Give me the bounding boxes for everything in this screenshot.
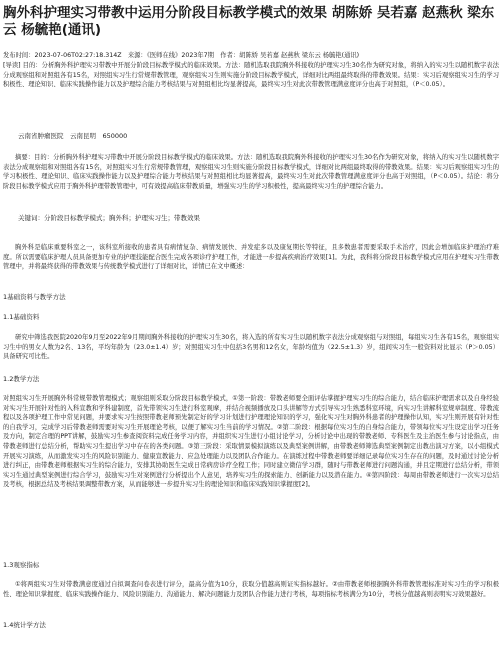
abstract-box-label: [导读] 目的： (3, 62, 42, 69)
intro-paragraph: 胸外科是临床重要科室之一，该科室所接收的患者具有病情复杂、病情发展快、并发症多以及康复期长等特征，且多数患者需要采取手术治疗，因此会增加临床护理治疗难度。所以需要临床护理人员具备更加专业的护理技能配合医生完成各项诊疗护理工作，才能进一步提高疾病治疗效果[1]。为此，我科将分阶段目标教学模式应用在护理实习生带教管理中，并将最终获得的带教效果与传统教学模式进行了详细对比，详情已在文中概述： (3, 244, 499, 271)
section-heading-1-2: 1.2教学方法 (3, 375, 40, 383)
abstract-box-text: 分析胸外科护理实习带教中开展分阶段目标教学模式的临床效果。方法：随机选取我院胸外科接收的护理实习生30名作为研究对象，将纳入的实习生以随机数字表法分成观察组和对照组各有15名，对照组实习生行常规带教管理，观察组实习生则实施分阶段目标教学模式，详细对比两组最终取得的带教效果。结果：实习后观察组实习生的学习积极性、理论知识、临床实践操作能力以及护理综合能力考核结果与对照组相比均显著提高，最终实习生对此次带教管理满意度评分也高于对照组，（P＜0.05）。 (3, 62, 499, 89)
abstract-box (3, 61, 499, 90)
keywords: 关键词：分阶段目标教学模式；胸外科；护理实习生；带教效果 (18, 214, 200, 222)
section-heading-1-1: 1.1基础资料 (3, 313, 40, 321)
section-heading-1-4: 1.4统计学方法 (3, 621, 46, 629)
paragraph-1-1: 研究中筛选我医院2020年9月至2022年9月期间胸外科接收的护理实习生30名，将入选的所有实习生以随机数字表法分成观察组与对照组，每组实习生各有15名，观察组实习生中的男女人数为2名、13名，平均年龄为（23.0±1.4）岁；对照组实习生中包括3名男和12名女，年龄均值为（22.5±1.3）岁，组间实习生一般资料对比显示（P＞0.05）具备研究可比性。 (3, 334, 499, 361)
section-heading-1-3: 1.3观察指标 (3, 561, 40, 569)
paragraph-1-3: ①将两组实习生对带教满意度通过自拟调查问卷表进行评分，最高分值为10分，获取分值越高则证实指标越好。②由带教老师根据胸外科带教管理标准对实习生的学习积极性、理论知识掌握度、临床实践操作能力、风险识别能力、沟通能力、解决问题能力及团队合作能力进行考核，每项指标考核满分为10分，考核分值越高则表明实习效果越好。 (3, 581, 499, 598)
publication-meta: 发布时间：2023-07-06T02:27:18.314Z 来源：《医师在线》2023年7期 作者：胡陈娇 吴若嘉 赵燕秋 梁东云 杨毓艳(通讯) (3, 52, 360, 59)
abstract-paragraph: 摘要：目的：分析胸外科护理实习带教中开展分阶段目标教学模式的临床效果。方法：随机选取我院胸外科接收的护理实习生30名作为研究对象，将纳入的实习生以随机数字表法分成观察组和对照组各有15名，对照组实习生行常规带教管理，观察组实习生则实施分阶段目标教学模式，详细对比两组最终取得的带教效果。结果：实习后观察组实习生的学习积极性、理论知识、临床实践操作能力以及护理综合能力考核结果与对照组相比均显著提高，最终实习生对此次带教管理满意度评分也高于对照组，（P＜0.05）。结论：将分阶段目标教学模式应用于胸外科护理带教管理中，可有效提高临床带教质量，增强实习生的学习积极性，提高最终实习生的护理综合能力。 (3, 154, 499, 190)
section-heading-1: 1基础资料与教学方法 (3, 293, 66, 301)
affiliation: 云南省肿瘤医院 云南昆明 650000 (18, 132, 128, 140)
article-title: 胸外科护理实习带教中运用分阶段目标教学模式的效果 胡陈娇 吴若嘉 赵燕秋 梁东云 杨毓艳(通讯) (3, 5, 495, 38)
paragraph-1-2: 对照组实习生开展胸外科常规带教管理模式；观察组则采取分阶段目标教学模式，①第一阶段：带教老师要全面评估掌握护理实习生的综合能力，结合临床护理需求以及自身经验对实习生开展针对性的入科宣教和学科建制度，首先带领实习生进行科室观摩，并结合视频播放及口头讲解等方式引导实习生熟悉科室环境，向实习生讲解科室规章制度、带教流程以及各项护理工作中常见问题，并要求实习生按照带教老师预先制定好的学习计划进行护理理论知识的学习，强化实习生对胸外科患者的护理操作认知，实习生则开展有针对性的自我学习，完成学习后带教老师需要对实习生开展理论考核，以便了解实习生当前的学习情况。②第二阶段：根据每位实习生的自身综合能力，带领每位实习生设定出学习任务及方向，制定合理的PPT讲解，鼓励实习生参查阅资料完成任务学习内容，并组织实习生进行小组讨论学习，分析讨论中出现的带教老师、专科医生及主治医生参与讨论指点，由带教老师进行总结分析，帮助实习生提出学习中存在的各类问题。③第三阶段：采取情景模拟演练以及典型案例讲解，由带教老师筛选典型案例制定出教出演习方案，以小组模式开展实习演练，从而激发实习生的风险识别能力、健康宣教能力、应急处理能力以及团队合作能力。在演练过程中带教老师要详细记录每位实习生存在的问题，及时通过讨论分析进行纠正，由带教老师根据实习生的综合能力，安排其协助医生完成日常病房诊疗全程工作；同时建立微信学习群，随时与带教老师进行问题沟通，并且定期进行总结分析，带领实习生通过典型案例进行综合学习，鼓励实习生对案例进行分析提出个人意见，培养实习生的探索能力、创新能力以及潜在能力。④第四阶段：每周由带教老师进行一次实习总结及考核，根据总结及考核结果调整带教方案，从而能够进一步提升实习生的理论知识和临床实践知识掌握度[2]。 (3, 395, 499, 489)
